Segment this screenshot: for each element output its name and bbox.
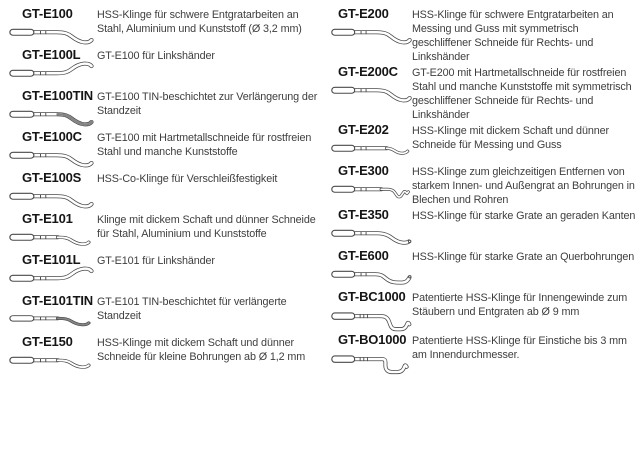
product-figure (330, 122, 412, 163)
product-description: GT-E101 TIN-beschichtet für verlängerte Standzeit (97, 296, 287, 322)
product-figure (330, 289, 412, 332)
product-description: GT-E100 TIN-beschichtet zur Verlängerung der Standzeit (97, 91, 318, 117)
product-code: GT-E200C (338, 64, 398, 79)
product-entry (330, 122, 638, 163)
product-description: HSS-Klinge für starke Grate an Querbohrungen (412, 251, 635, 263)
product-description: HSS-Klinge mit dickem Schaft und dünner Schneide für Messing und Guss (412, 125, 609, 151)
product-entry (8, 6, 322, 47)
product-figure (8, 6, 97, 47)
product-figure (8, 334, 97, 375)
product-figure (8, 211, 97, 252)
product-entry (8, 334, 322, 375)
product-code: GT-E350 (338, 207, 389, 222)
product-code: GT-E100C (22, 129, 82, 144)
product-figure (8, 88, 97, 129)
product-code: GT-BO1000 (338, 332, 407, 347)
blade-step-j-hook-icon (330, 347, 414, 375)
product-figure (8, 170, 97, 211)
product-entry (8, 170, 322, 211)
product-entry (330, 332, 638, 375)
product-figure (330, 332, 412, 375)
blade-swan-neck-down-icon (8, 21, 96, 47)
right-column (330, 6, 638, 375)
blade-swan-neck-down-icon (330, 21, 414, 47)
product-entry (8, 252, 322, 293)
blade-thin-hook-down-icon (8, 226, 96, 252)
blade-swan-neck-down-icon (8, 185, 96, 211)
product-entry (8, 211, 322, 252)
product-code: GT-E101L (22, 252, 81, 267)
product-entry (8, 293, 322, 334)
product-entry (330, 163, 638, 207)
product-figure (330, 6, 412, 47)
blade-swan-neck-down-icon (8, 144, 96, 170)
product-description: HSS-Klinge für schwere Entgratarbeiten an Stahl, Aluminium und Kunststoff (Ø 3,2 mm) (97, 9, 302, 35)
product-figure (330, 64, 412, 105)
product-entry (330, 248, 638, 289)
product-code: GT-E150 (22, 334, 73, 349)
product-entry (8, 129, 322, 170)
product-description: GT-E100 für Linkshänder (97, 50, 215, 62)
product-figure (8, 252, 97, 293)
product-figure (8, 293, 97, 332)
product-description: HSS-Klinge mit dickem Schaft und dünner Schneide für kleine Bohrungen ab Ø 1,2 mm (97, 337, 306, 363)
blade-long-slope-down-icon (330, 222, 414, 248)
blade-thin-hook-down-tin-icon (8, 308, 96, 332)
product-entry (330, 289, 638, 332)
product-figure (330, 163, 412, 204)
product-code: GT-E100TIN (22, 88, 93, 103)
product-code: GT-E100 (22, 6, 73, 21)
left-column (8, 6, 322, 375)
blade-small-hook-down-icon (330, 137, 414, 163)
product-entry (330, 6, 638, 64)
product-description: GT-E200 mit Hartmetallschneide für rostfreien Stahl und manche Kunststoffe mit symmetrisch geschliffener Schneide für Rechts- und Linkshänder (412, 67, 632, 121)
product-figure (330, 207, 412, 248)
product-entry (8, 47, 322, 88)
product-code: GT-E100S (22, 170, 82, 185)
product-description: HSS-Co-Klinge für Verschleißfestigkeit (97, 173, 278, 185)
blade-swan-neck-down-icon (330, 79, 414, 105)
product-code: GT-BC1000 (338, 289, 406, 304)
product-figure (330, 248, 412, 289)
product-code: GT-E101TIN (22, 293, 93, 308)
product-code: GT-E202 (338, 122, 389, 137)
blade-deep-j-hook-icon (330, 304, 414, 332)
product-description: Patentierte HSS-Klinge für Einstiche bis 3 mm am Innendurchmesser. (412, 335, 627, 361)
blade-swan-neck-up-icon (8, 62, 96, 88)
blade-swan-neck-up-icon (8, 267, 96, 293)
product-code: GT-E600 (338, 248, 389, 263)
product-description: HSS-Klinge für starke Grate an geraden Kanten (412, 210, 636, 222)
product-description: GT-E101 für Linkshänder (97, 255, 215, 267)
product-code: GT-E200 (338, 6, 389, 21)
product-code: GT-E300 (338, 163, 389, 178)
product-figure (8, 47, 97, 88)
product-entry (330, 207, 638, 248)
product-description: Patentierte HSS-Klinge für Innengewinde zum Stäubern und Entgraten ab Ø 9 mm (412, 292, 628, 318)
product-description: HSS-Klinge zum gleichzeitigen Entfernen von starkem Innen- und Außengrat an Bohrungen in Blechen und Rohren (412, 166, 635, 206)
product-figure (8, 129, 97, 170)
product-entry (8, 88, 322, 129)
blade-fork-tip-icon (330, 178, 414, 204)
product-code: GT-E100L (22, 47, 81, 62)
blade-thin-hook-down-icon (8, 349, 96, 375)
product-code: GT-E101 (22, 211, 73, 226)
blade-swan-neck-down-tin-icon (8, 103, 96, 129)
blade-wave-up-hook-icon (330, 263, 414, 289)
product-entry (330, 64, 638, 122)
product-description: HSS-Klinge für schwere Entgratarbeiten an Messing und Guss mit symmetrisch geschliffener Schneide für Rechts- und Linkshänder (412, 9, 614, 63)
product-description: GT-E100 mit Hartmetallschneide für rostfreien Stahl und manche Kunststoffe (97, 132, 312, 158)
product-description: Klinge mit dickem Schaft und dünner Schneide für Stahl, Aluminium und Kunststoffe (97, 214, 316, 240)
